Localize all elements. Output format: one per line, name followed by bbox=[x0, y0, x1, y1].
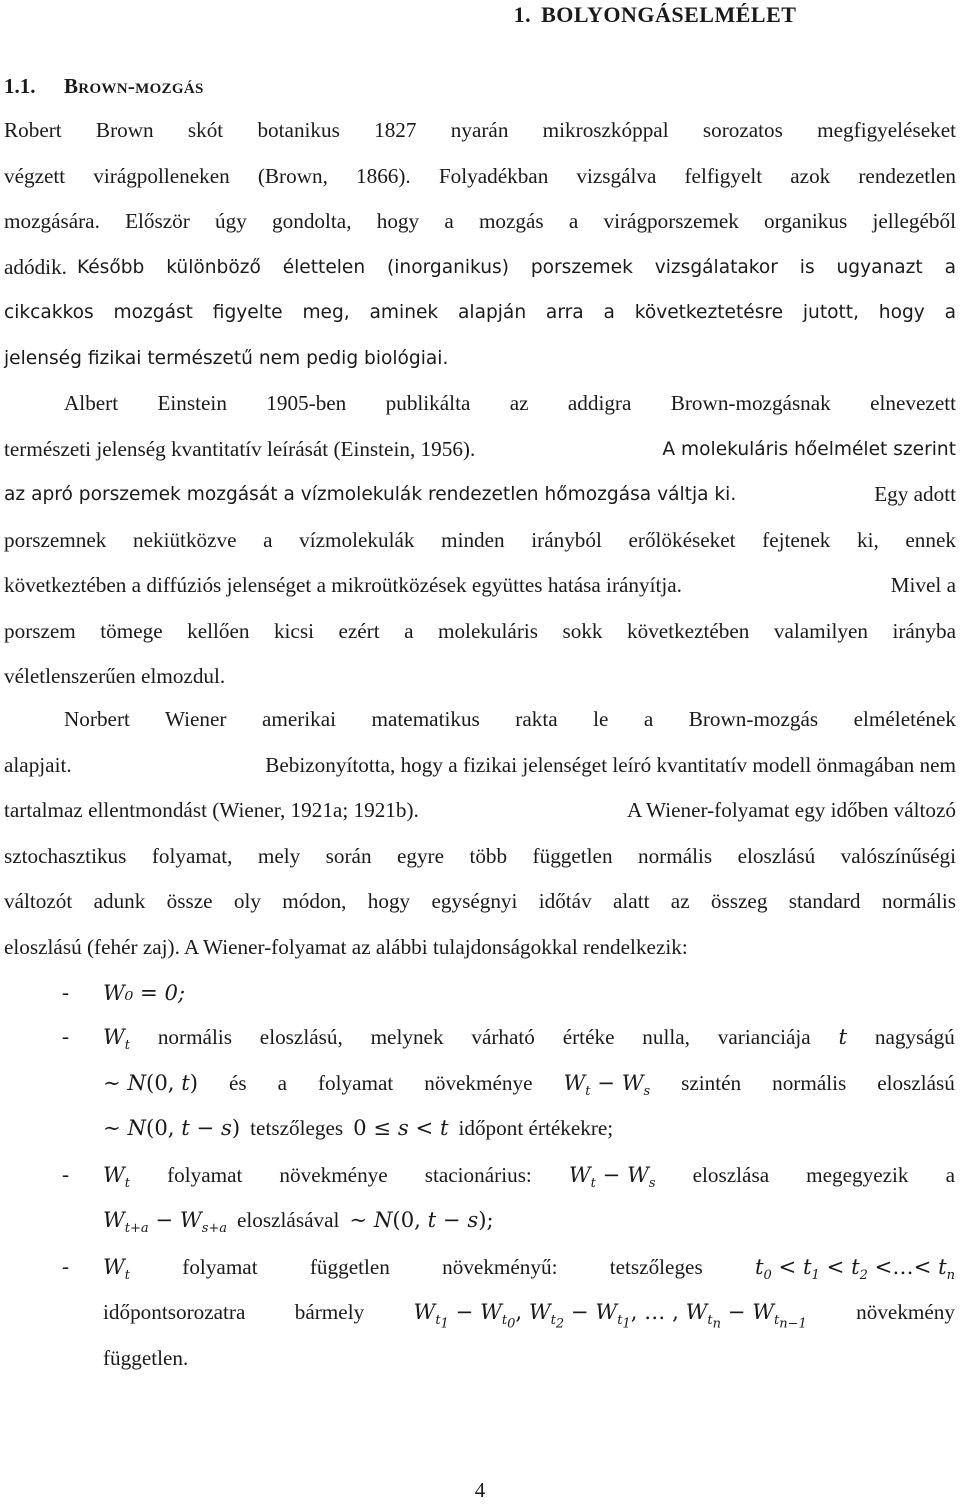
word: értéke bbox=[562, 1025, 615, 1049]
word: eloszlású, bbox=[259, 1025, 343, 1049]
word: növekménye bbox=[279, 1163, 388, 1187]
formula: 0 ≤ s < t bbox=[353, 1115, 449, 1140]
formula: ∼ N(0, t) bbox=[103, 1070, 199, 1095]
text-fragment: következtében a diffúziós jelenséget a mikroütközések együttes hatása irányítja. bbox=[4, 573, 682, 597]
word: tetszőleges bbox=[250, 1116, 344, 1140]
chapter-number: 1. bbox=[513, 2, 532, 27]
text-fragment: Mivel a bbox=[890, 573, 956, 597]
formula: $W_t$ bbox=[103, 1024, 131, 1054]
list-continuation bbox=[0, 1346, 960, 1392]
text-line: véletlenszerűen elmozdul. bbox=[4, 664, 226, 688]
word: eloszlásával bbox=[237, 1208, 340, 1232]
list-line bbox=[103, 1024, 955, 1053]
word: növekménye bbox=[424, 1071, 533, 1095]
text-line bbox=[4, 427, 956, 473]
list-item bbox=[0, 980, 960, 1026]
formula: t bbox=[838, 1024, 848, 1049]
list-dash: - bbox=[62, 1024, 70, 1048]
list-line bbox=[103, 1162, 955, 1191]
text-fragment: természeti jelenség kvantitatív leírását (Einstein, 1956). bbox=[4, 436, 476, 461]
list-item bbox=[0, 1162, 960, 1208]
text-line bbox=[4, 743, 956, 789]
text-fragment: tartalmaz ellentmondást (Wiener, 1921a; 1921b). bbox=[4, 798, 419, 822]
list-line bbox=[103, 1299, 955, 1332]
word: folyamat bbox=[317, 1071, 394, 1095]
formula: $W_{t+a} - W_{s+a}$ bbox=[103, 1207, 228, 1237]
word: melynek bbox=[370, 1025, 444, 1049]
formula: $W_t$ bbox=[103, 1162, 131, 1192]
paragraph-einstein bbox=[4, 381, 956, 700]
word: eloszlású bbox=[877, 1071, 955, 1095]
text-fragment: Egy adott bbox=[874, 482, 956, 506]
word: a bbox=[277, 1071, 288, 1095]
formula: $W_t - W_s$ bbox=[568, 1162, 656, 1192]
text-line: mozgására. Először úgy gondolta, hogy a mozgás a virágporszemek organikus jellegéből bbox=[4, 209, 956, 233]
list-line bbox=[103, 1207, 955, 1236]
section-number: 1.1. bbox=[4, 74, 36, 98]
list-item bbox=[0, 1024, 960, 1070]
text-fragment: eloszlású (fehér zaj). bbox=[4, 934, 180, 959]
word: szintén bbox=[681, 1071, 742, 1095]
word: folyamat bbox=[182, 1255, 258, 1279]
word: várható bbox=[471, 1025, 535, 1049]
word: megegyezik bbox=[806, 1163, 909, 1187]
paragraph-brown bbox=[4, 108, 956, 381]
section-heading bbox=[4, 74, 204, 99]
list-continuation bbox=[0, 1207, 960, 1253]
text-line bbox=[4, 563, 956, 609]
text-line: porszem tömege kellően kicsi ezért a molekuláris sokk következtében valamilyen irányba bbox=[4, 618, 956, 643]
word: varianciája bbox=[717, 1025, 811, 1049]
text-fragment: Később különböző élettelen (inorganikus) porszemek vizsgálatakor is ugyanazt a bbox=[76, 256, 956, 278]
text-fragment: Bebizonyította, hogy a fizikai jelenséget leíró kvantitatív modell önmagában nem bbox=[265, 752, 956, 777]
word: normális bbox=[772, 1071, 847, 1095]
text-fragment: alapjait. bbox=[4, 752, 72, 777]
word: időpontsorozatra bbox=[103, 1300, 246, 1324]
section-title: Brown-mozgás bbox=[64, 74, 204, 98]
text-line: Norbert Wiener amerikai matematikus rakta le a Brown-mozgás elméletének bbox=[64, 707, 956, 731]
formula: W₀ = 0; bbox=[103, 980, 186, 1005]
list-continuation bbox=[0, 1299, 960, 1345]
list-line bbox=[103, 1346, 955, 1371]
text-fragment: adódik. bbox=[4, 254, 67, 279]
list-line bbox=[103, 1070, 955, 1099]
text-fragment: az apró porszemek mozgását a vízmolekulák rendezetlen hőmozgása váltja ki. bbox=[4, 484, 737, 505]
text-fragment: A Wiener-folyamat egy időben változó bbox=[627, 798, 956, 822]
text-line: jelenség fizikai természetű nem pedig biológiai. bbox=[4, 347, 449, 369]
list-line bbox=[103, 1115, 955, 1141]
list-dash: - bbox=[62, 1254, 70, 1278]
word: a bbox=[945, 1163, 955, 1187]
word: független bbox=[309, 1255, 390, 1279]
text-line bbox=[4, 925, 956, 971]
formula: ∼ N(0, t − s); bbox=[349, 1207, 494, 1232]
text-line: változót adunk össze oly módon, hogy egységnyi időtáv alatt az összeg standard normális bbox=[4, 889, 956, 913]
word: független. bbox=[103, 1346, 189, 1370]
text-fragment: A Wiener-folyamat az alábbi tulajdonságokkal rendelkezik: bbox=[184, 934, 688, 959]
page-number: 4 bbox=[474, 1478, 486, 1502]
formula: ∼ N(0, t − s) bbox=[103, 1115, 241, 1140]
text-line: cikcakkos mozgást figyelte meg, aminek alapján arra a következtetésre jutott, hogy a bbox=[4, 302, 956, 323]
text-line: Albert Einstein 1905-ben publikálta az addigra Brown-mozgásnak elnevezett bbox=[64, 391, 956, 415]
word: növekményű: bbox=[442, 1255, 558, 1279]
formula: $t_0 < t_1 < t_2$ <…< $t_n$ bbox=[754, 1254, 955, 1284]
text-line bbox=[4, 472, 956, 518]
text-fragment: A molekuláris hőelmélet szerint bbox=[662, 438, 956, 460]
formula: $W_t$ bbox=[103, 1254, 131, 1284]
text-line: végzett virágpolleneken (Brown, 1866). Folyadékban vizsgálva felfigyelt azok rendezetlen bbox=[4, 163, 956, 188]
word: és bbox=[229, 1071, 247, 1095]
word: bármely bbox=[294, 1300, 365, 1324]
word: tetszőleges bbox=[609, 1255, 703, 1279]
word: nulla, bbox=[642, 1025, 690, 1049]
text-line: sztochasztikus folyamat, mely során egyre több független normális eloszlású valószínűségi bbox=[4, 843, 956, 868]
word: időpont értékekre; bbox=[458, 1116, 614, 1140]
word: növekmény bbox=[856, 1300, 955, 1324]
list-line bbox=[103, 980, 955, 1005]
text-line: Robert Brown skót botanikus 1827 nyarán mikroszkóppal sorozatos megfigyeléseket bbox=[4, 118, 956, 142]
paragraph-wiener bbox=[4, 697, 956, 970]
list-continuation bbox=[0, 1070, 960, 1116]
text-line bbox=[4, 788, 956, 834]
list-dash: - bbox=[62, 980, 70, 1004]
chapter-heading bbox=[0, 2, 960, 28]
list-item bbox=[0, 1254, 960, 1300]
word: folyamat bbox=[167, 1163, 243, 1187]
formula: $W_t - W_s$ bbox=[563, 1070, 651, 1100]
text-line: porszemnek nekiütközve a vízmolekulák minden irányból erőlökéseket fejtenek ki, ennek bbox=[4, 527, 956, 552]
word: stacionárius: bbox=[424, 1163, 532, 1187]
list-continuation bbox=[0, 1115, 960, 1161]
word: eloszlása bbox=[692, 1163, 770, 1187]
chapter-title: BOLYONGÁSELMÉLET bbox=[541, 2, 797, 27]
word: normális bbox=[157, 1025, 232, 1049]
word: nagyságú bbox=[874, 1025, 955, 1049]
list-line bbox=[103, 1254, 955, 1283]
text-line bbox=[4, 245, 956, 291]
formula: $W_{t_1} - W_{t_0}$, $W_{t_2} - W_{t_1}$, … , $W_{t_n} - W_{t_{n-1}}$ bbox=[413, 1299, 807, 1332]
list-dash: - bbox=[62, 1162, 70, 1186]
